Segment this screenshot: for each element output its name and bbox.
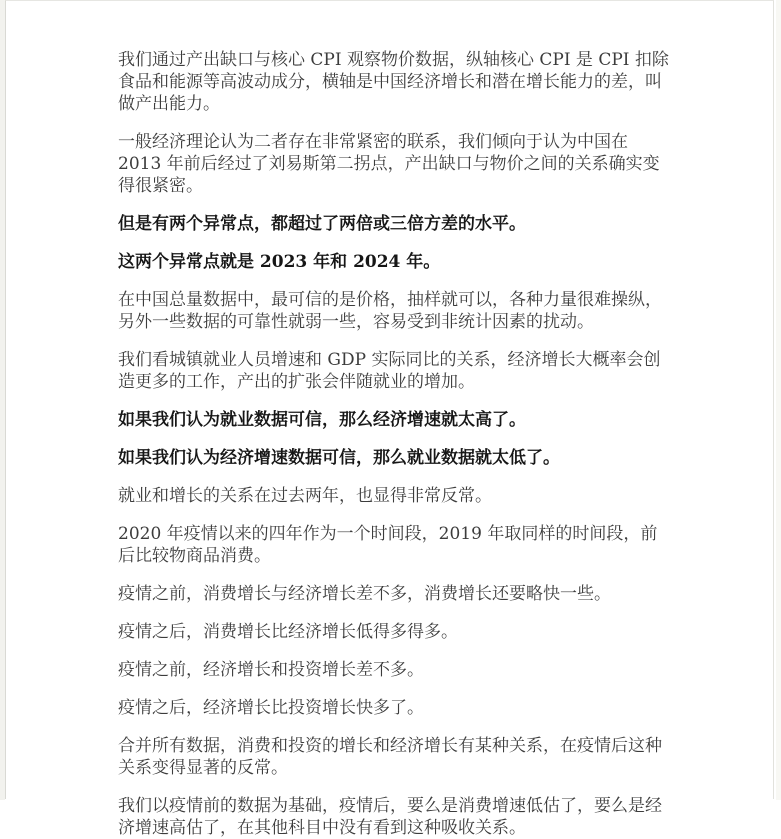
paragraph-10: 2020 年疫情以来的四年作为一个时间段，2019 年取同样的时间段，前后比较物商品消费。 <box>118 524 658 566</box>
paragraph-6: 我们看城镇就业人员增速和 GDP 实际同比的关系，经济增长大概率会创造更多的工作，产出的扩张会伴随就业的增加。 <box>118 350 661 392</box>
paragraph-3-emphasis: 但是有两个异常点，都超过了两倍或三倍方差的水平。 <box>118 214 526 234</box>
document-content <box>6 1 670 839</box>
page-right-gutter <box>776 0 781 800</box>
paragraph-5: 在中国总量数据中，最可信的是价格，抽样就可以，各种力量很难操纵，另外一些数据的可靠性就弱一些，容易受到非统计因素的扰动。 <box>118 290 662 332</box>
paragraph-1: 我们通过产出缺口与核心 CPI 观察物价数据，纵轴核心 CPI 是 CPI 扣除食品和能源等高波动成分，横轴是中国经济增长和潜在增长能力的差，叫做产出能力。 <box>118 50 669 114</box>
paragraph-4-emphasis: 这两个异常点就是 2023 年和 2024 年。 <box>118 252 441 272</box>
paragraph-15: 合并所有数据，消费和投资的增长和经济增长有某种关系，在疫情后这种关系变得显著的反常。 <box>118 736 662 778</box>
document-page <box>5 0 774 838</box>
paragraph-11: 疫情之前，消费增长与经济增长差不多，消费增长还要略快一些。 <box>118 584 611 604</box>
paragraph-2: 一般经济理论认为二者存在非常紧密的联系，我们倾向于认为中国在 2013 年前后经过了刘易斯第二拐点，产出缺口与物价之间的关系确实变得很紧密。 <box>118 132 660 196</box>
paragraph-12: 疫情之后，消费增长比经济增长低得多得多。 <box>118 622 458 642</box>
paragraph-13: 疫情之前，经济增长和投资增长差不多。 <box>118 660 424 680</box>
paragraph-16: 我们以疫情前的数据为基础，疫情后，要么是消费增速低估了，要么是经济增速高估了，在其他科目中没有看到这种吸收关系。 <box>118 796 662 838</box>
paragraph-14: 疫情之后，经济增长比投资增长快多了。 <box>118 698 424 718</box>
paragraph-7-emphasis: 如果我们认为就业数据可信，那么经济增速就太高了。 <box>118 410 526 430</box>
paragraph-9: 就业和增长的关系在过去两年，也显得非常反常。 <box>118 486 492 506</box>
paragraph-8-emphasis: 如果我们认为经济增速数据可信，那么就业数据就太低了。 <box>118 448 560 468</box>
